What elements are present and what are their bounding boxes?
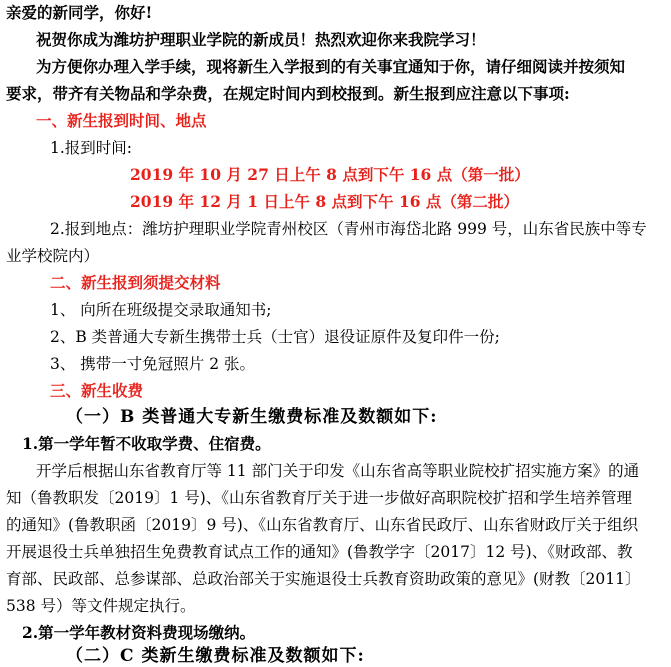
policy-para-line-1: 开学后根据山东省教育厅等 11 部门关于印发《山东省高等职业院校扩招实施方案》的通 (36, 462, 640, 480)
fee-item-1-heading: 1.第一学年暂不收取学费、住宿费。 (22, 434, 271, 453)
policy-para-line-4: 开展退役士兵单独招生免费教育试点工作的通知》(鲁教学字〔2017〕12 号)、《财政部、教 (6, 543, 633, 561)
material-item-1: 1、 向所在班级提交录取通知书; (50, 301, 272, 319)
fee-subsection-c: （二）C 类新生缴费标准及数额如下: (66, 646, 365, 666)
report-time-label: 1.报到时间: (50, 139, 133, 157)
report-time-batch-2: 2019 年 12 月 1 日上午 8 点到下午 16 点（第二批） (130, 192, 519, 211)
policy-para-line-6: 538 号）等文件规定执行。 (6, 597, 196, 615)
policy-para-line-3: 的通知》(鲁教职函〔2019〕9 号)、《山东省教育厅、山东省民政厅、山东省财政厅关于组织 (6, 516, 639, 534)
greeting: 亲爱的新同学，你好! (6, 3, 153, 22)
report-time-batch-1: 2019 年 10 月 27 日上午 8 点到下午 16 点（第一批） (130, 165, 530, 184)
section-1-heading: 一、新生报到时间、地点 (36, 111, 207, 130)
congrats-line: 祝贺你成为潍坊护理职业学院的新成员！热烈欢迎你来我院学习！ (36, 30, 486, 49)
policy-para-line-2: 知（鲁教职发〔2019〕1 号)、《山东省教育厅关于进一步做好高职院校扩招和学生培养管理 (6, 489, 633, 507)
report-place-line-2: 业学校院内） (6, 247, 100, 265)
fee-subsection-b: （一）B 类普通大专新生缴费标准及数额如下: (66, 407, 438, 427)
material-item-2: 2、B 类普通大专新生携带士兵（士官）退役证原件及复印件一份; (50, 328, 500, 346)
section-2-heading: 二、新生报到须提交材料 (50, 273, 221, 292)
intro-line-2: 要求，带齐有关物品和学杂费，在规定时间内到校报到。新生报到应注意以下事项: (6, 84, 570, 103)
report-place-line-1: 2.报到地点：潍坊护理职业学院青州校区（青州市海岱北路 999 号，山东省民族中等专 (50, 220, 647, 238)
policy-para-line-5: 育部、民政部、总参谋部、总政治部关于实施退役士兵教育资助政策的意见》(财教〔2011〕 (6, 570, 641, 588)
section-3-heading: 三、新生收费 (50, 381, 144, 400)
material-item-3: 3、 携带一寸免冠照片 2 张。 (50, 355, 256, 373)
fee-item-2-heading: 2.第一学年教材资料费现场缴纳。 (22, 623, 256, 642)
intro-line-1: 为方便你办理入学手续，现将新生入学报到的有关事宜通知于你，请仔细阅读并按须知 (36, 57, 626, 76)
